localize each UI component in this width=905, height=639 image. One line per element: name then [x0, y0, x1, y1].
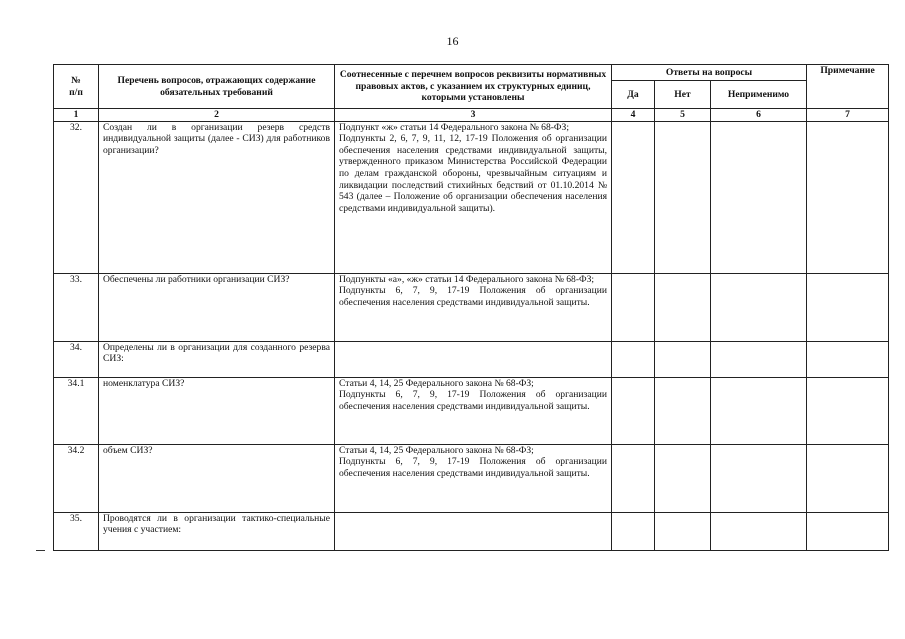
- row-question: номенклатура СИЗ?: [99, 377, 335, 444]
- table-row: [54, 341, 889, 377]
- column-number: 1: [54, 109, 99, 122]
- answer-yes-cell[interactable]: [612, 377, 655, 444]
- page-number: 16: [446, 34, 459, 48]
- ref-line: Подпункты 2, 6, 7, 9, 11, 12, 17-19 Положения об организации обеспечения населения средствами индивидуальной защиты, утвержденного приказом Министерства Российской Федерации по делам гражданской обороны, чрезвычайным ситуациям и ликвидации последствий стихийных бедствий от 01.10.2014 № 543 (далее – Положение об организации обеспечения населения средствами индивидуальной защиты).: [339, 133, 607, 214]
- answer-yes-cell[interactable]: [612, 512, 655, 550]
- row-number: 33.: [54, 273, 99, 341]
- header-no: Нет: [655, 81, 711, 109]
- answer-na-cell[interactable]: [711, 341, 807, 377]
- answer-no-cell[interactable]: [655, 444, 711, 512]
- ref-line: Подпункты 6, 7, 9, 17-19 Положения об организации обеспечения населения средствами индивидуальной защиты.: [339, 456, 607, 479]
- header-questions: Перечень вопросов, отражающих содержание обязательных требований: [99, 65, 335, 109]
- margin-dash: [36, 550, 45, 551]
- answer-yes-cell[interactable]: [612, 273, 655, 341]
- row-question: Создан ли в организации резерв средств индивидуальной защиты (далее - СИЗ) для работников организации?: [99, 121, 335, 273]
- row-question: Проводятся ли в организации тактико-специальные учения с участием:: [99, 512, 335, 550]
- row-refs: [335, 273, 612, 341]
- header-note: Примечание: [807, 65, 889, 109]
- ref-line: Подпункты «а», «ж» статьи 14 Федерального закона № 68-ФЗ;: [339, 273, 595, 285]
- row-number: 35.: [54, 512, 99, 550]
- note-cell[interactable]: [807, 121, 889, 273]
- header-answers: Ответы на вопросы: [612, 65, 807, 81]
- answer-no-cell[interactable]: [655, 273, 711, 341]
- answer-na-cell[interactable]: [711, 121, 807, 273]
- answer-na-cell[interactable]: [711, 444, 807, 512]
- row-refs: [335, 121, 612, 273]
- answer-na-cell[interactable]: [711, 512, 807, 550]
- row-refs: [335, 377, 612, 444]
- table-row: [54, 512, 889, 550]
- table-row: [54, 444, 889, 512]
- column-number: 7: [807, 109, 889, 122]
- table-row: [54, 121, 889, 273]
- answer-na-cell[interactable]: [711, 377, 807, 444]
- answer-yes-cell[interactable]: [612, 121, 655, 273]
- answer-no-cell[interactable]: [655, 377, 711, 444]
- header-na: Неприменимо: [711, 81, 807, 109]
- row-refs: [335, 444, 612, 512]
- answer-na-cell[interactable]: [711, 273, 807, 341]
- column-number-row: [54, 109, 889, 122]
- answer-no-cell[interactable]: [655, 341, 711, 377]
- ref-line: Подпункты 6, 7, 9, 17-19 Положения об организации обеспечения населения средствами индивидуальной защиты.: [339, 389, 607, 412]
- table-row: [54, 273, 889, 341]
- row-question: объем СИЗ?: [99, 444, 335, 512]
- ref-line: Подпункты 6, 7, 9, 17-19 Положения об организации обеспечения населения средствами индивидуальной защиты.: [339, 285, 607, 308]
- row-number: 34.: [54, 341, 99, 377]
- row-refs: [335, 341, 612, 377]
- note-cell[interactable]: [807, 444, 889, 512]
- header-yes: Да: [612, 81, 655, 109]
- ref-line: Статьи 4, 14, 25 Федерального закона № 68-ФЗ;: [339, 377, 534, 389]
- row-question: Обеспечены ли работники организации СИЗ?: [99, 273, 335, 341]
- column-number: 5: [655, 109, 711, 122]
- row-number: 34.2: [54, 444, 99, 512]
- row-refs: [335, 512, 612, 550]
- note-cell[interactable]: [807, 341, 889, 377]
- row-number: 34.1: [54, 377, 99, 444]
- note-cell[interactable]: [807, 512, 889, 550]
- row-number: 32.: [54, 121, 99, 273]
- table-row: [54, 377, 889, 444]
- column-number: 2: [99, 109, 335, 122]
- row-question: Определены ли в организации для созданного резерва СИЗ:: [99, 341, 335, 377]
- ref-line: Подпункт «ж» статьи 14 Федерального закона № 68-ФЗ;: [339, 121, 569, 133]
- column-number: 6: [711, 109, 807, 122]
- answer-no-cell[interactable]: [655, 512, 711, 550]
- header-refs: Соотнесенные с перечнем вопросов реквизиты нормативных правовых актов, с указанием их структурных единиц, которыми установлены: [335, 65, 612, 109]
- answer-yes-cell[interactable]: [612, 341, 655, 377]
- column-number: 4: [612, 109, 655, 122]
- ref-line: Статьи 4, 14, 25 Федерального закона № 68-ФЗ;: [339, 444, 534, 456]
- column-number: 3: [335, 109, 612, 122]
- note-cell[interactable]: [807, 273, 889, 341]
- requirements-table: [53, 64, 889, 551]
- answer-yes-cell[interactable]: [612, 444, 655, 512]
- header-num: № п/п: [54, 65, 99, 109]
- answer-no-cell[interactable]: [655, 121, 711, 273]
- note-cell[interactable]: [807, 377, 889, 444]
